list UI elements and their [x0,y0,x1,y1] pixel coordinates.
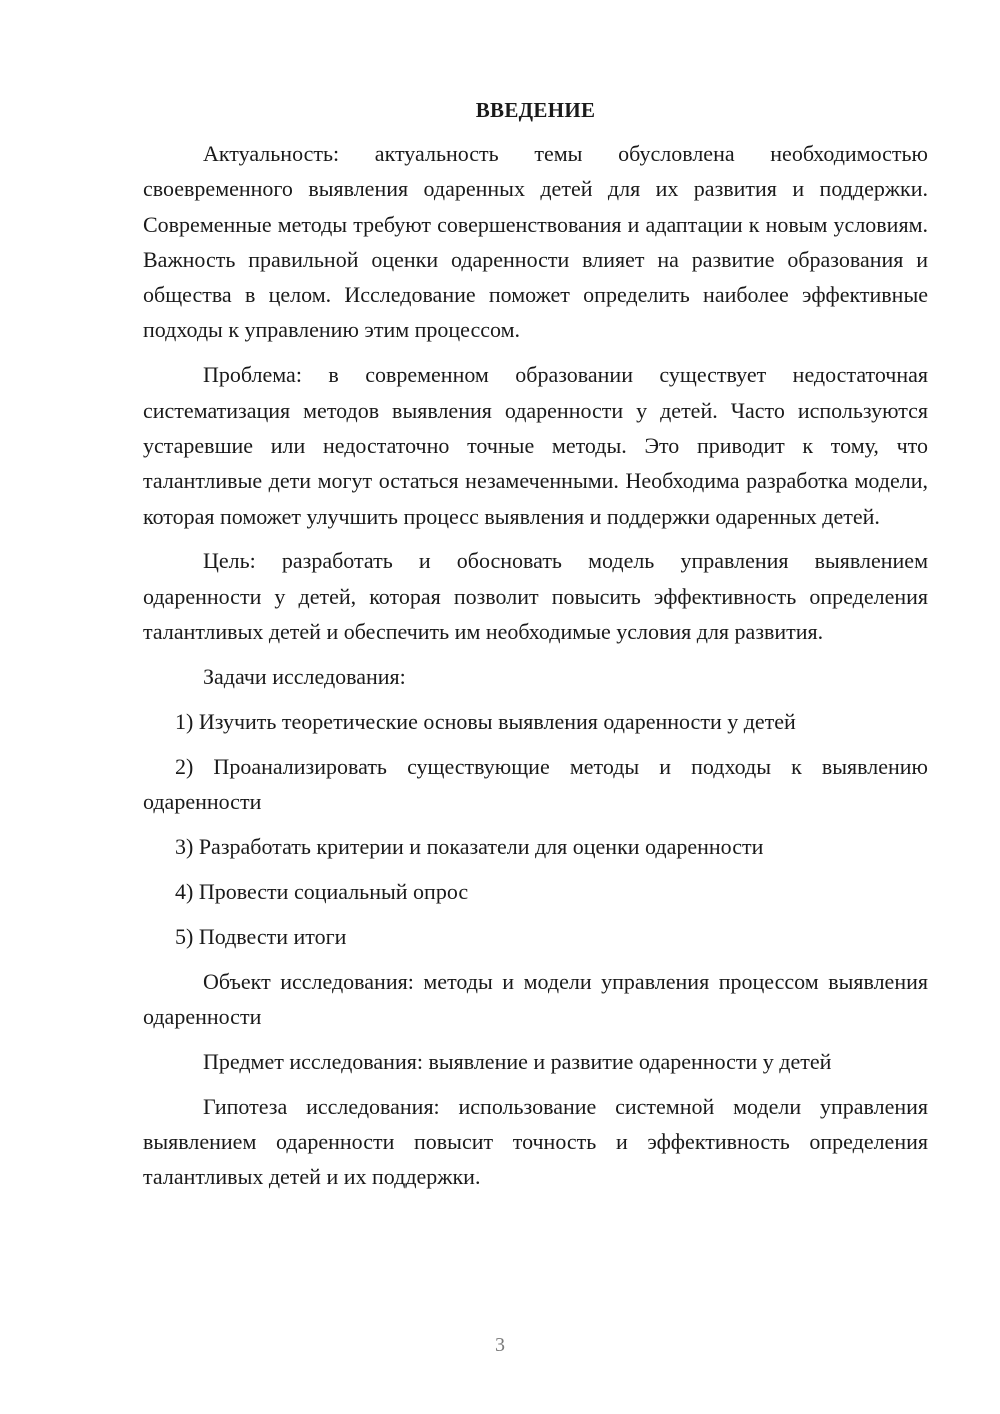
paragraph-object: Объект исследования: методы и модели управления процессом выявления одаренности [143,968,928,1029]
tasks-heading: Задачи исследования: [203,663,406,689]
paragraph-relevance: Актуальность: актуальность темы обусловлена необходимостью своевременного выявления одаренных детей для их развития и поддержки. Современные методы требуют совершенствования и адаптации к новым условиям. Важность правильной оценки одаренности влияет на развитие образования и общества в целом. Исследование поможет определить наиболее эффективные подходы к управлению этим процессом. [143,141,928,343]
list-item: 2) Проанализировать существующие методы и подходы к выявлению одаренности [143,753,928,815]
page-number: 3 [495,1334,505,1356]
list-item: 3) Разработать критерии и показатели для оценки одаренности [175,833,764,859]
paragraph-subject: Предмет исследования: выявление и развитие одаренности у детей [203,1048,832,1074]
list-item: 4) Провести социальный опрос [175,878,469,904]
list-item: 5) Подвести итоги [175,923,347,949]
paragraph-hypothesis: Гипотеза исследования: использование системной модели управления выявлением одаренности повысит точность и эффективность определения талантливых детей и их поддержки. [143,1093,928,1190]
document-page [143,92,928,1204]
paragraph-goal: Цель: разработать и обосновать модель управления выявлением одаренности у детей, которая позволит повысить эффективность определения талантливых детей и обеспечить им необходимые условия для развития. [143,548,928,645]
paragraph-problem: Проблема: в современном образовании существует недостаточная систематизация методов выявления одаренности у детей. Часто используются устаревшие или недостаточно точные методы. Это приводит к тому, что талантливые дети могут остаться незамеченными. Необходима разработка модели, которая поможет улучшить процесс выявления и поддержки одаренных детей. [143,362,928,529]
list-item: 1) Изучить теоретические основы выявления одаренности у детей [175,708,796,734]
page-title: ВВЕДЕНИЕ [475,98,596,122]
